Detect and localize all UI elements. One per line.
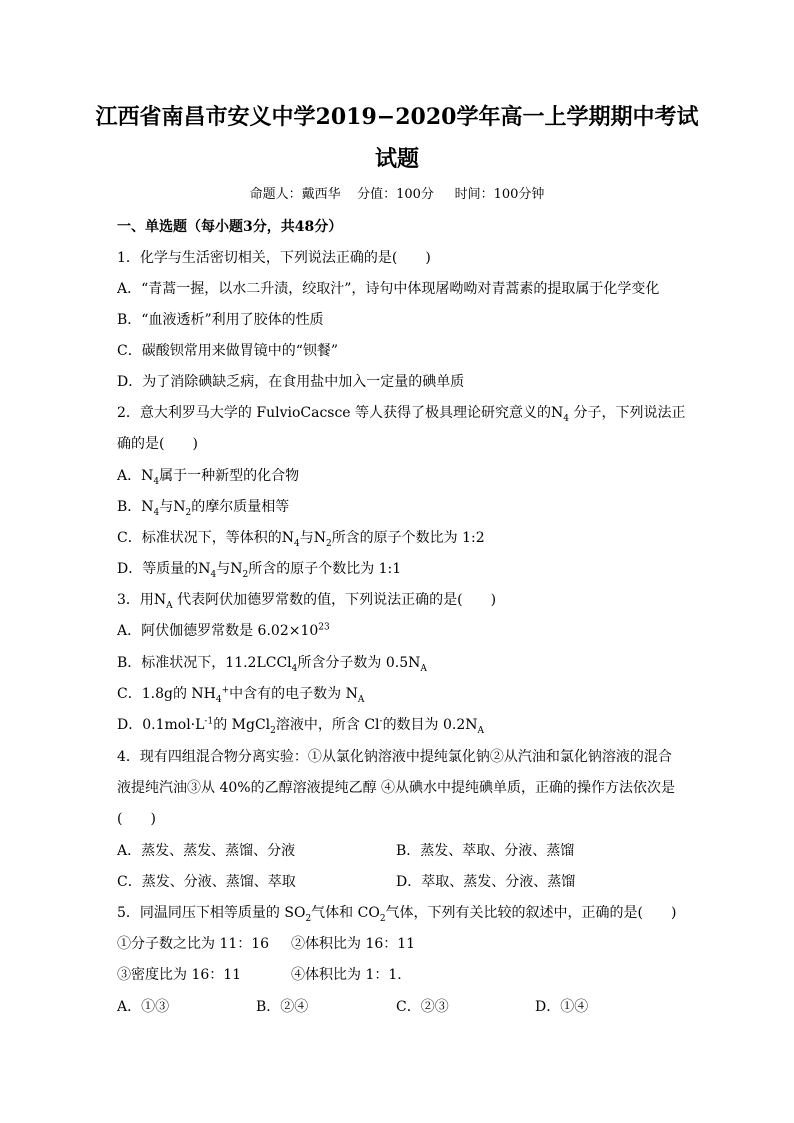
q4-option-d: D．萃取、蒸发、分液、蒸馏 <box>396 874 576 890</box>
q1-option-c: C．碳酸钡常用来做胃镜中的“钡餐” <box>117 343 339 359</box>
q5-option-a: A．①③ <box>117 999 170 1015</box>
q5-option-b: B．②④ <box>256 999 309 1015</box>
q4-stem-line3: ( ) <box>117 811 156 827</box>
q2-stem-cont: 确的是( ) <box>117 436 198 452</box>
q3-option-a: A．阿伏伽德罗常数是 $6.02\times 10^{23}$ <box>117 622 330 639</box>
q2-stem: 2．意大利罗马大学的 FulvioCacsce 等人获得了极具理论研究意义的$N_4$ 分子，下列说法正 <box>117 405 686 424</box>
q2-option-c: C．标准状况下，等体积的$N_4$与$N_2$所含的原子个数比为 1:2 <box>117 530 485 549</box>
exam-title-line2: 试题 <box>374 146 419 172</box>
q1-stem: 1．化学与生活密切相关，下列说法正确的是( ) <box>117 250 431 266</box>
exam-title-line1: 江西省南昌市安义中学2019−2020学年高一上学期期中考试 <box>95 104 699 130</box>
q3-stem: 3．用$N_A$ 代表阿伏加德罗常数的值，下列说法正确的是( ) <box>117 592 497 611</box>
q4-option-a: A．蒸发、蒸发、蒸馏、分液 <box>117 843 296 859</box>
q4-option-c: C．蒸发、分液、蒸馏、萃取 <box>117 874 296 890</box>
q5-statement-2: ②体积比为 16：11 <box>291 936 416 952</box>
q5-statement-1: ①分子数之比为 11：16 <box>117 936 270 952</box>
q4-stem-line2: 液提纯汽油③从 40%的乙醇溶液提纯乙醇 ④从碘水中提纯碘单质，正确的操作方法依次是 <box>117 780 676 796</box>
q3-option-d: D．$0.1mol\cdot L^{-1}$的 MgCl$_2$溶液中，所含 Cl-的数目为 $0.2N_A$ <box>117 716 485 736</box>
q5-option-c: C．②③ <box>396 999 449 1015</box>
q5-statement-4: ④体积比为 1：1. <box>291 967 402 983</box>
q5-statement-3: ③密度比为 16：11 <box>117 967 242 983</box>
q4-option-b: B．蒸发、萃取、分液、蒸馏 <box>396 843 575 859</box>
q2-option-a: A．$N_4$属于一种新型的化合物 <box>117 468 300 487</box>
q5-stem: 5．同温同压下相等质量的 $SO_2$气体和 $CO_2$气体，下列有关比较的叙述中，正确的是( ) <box>117 905 677 924</box>
q1-option-d: D．为了消除碘缺乏病，在食用盐中加入一定量的碘单质 <box>117 374 465 390</box>
q3-option-c: C．1.8g的 $NH_4^+$中含有的电子数为 $N_A$ <box>117 685 365 705</box>
q2-option-b: B．$N_4$与$N_2$的摩尔质量相等 <box>117 499 290 518</box>
exam-info: 命题人：戴西华 分值：100分 时间：100分钟 <box>249 187 545 202</box>
q4-stem-line1: 4．现有四组混合物分离实验：①从氯化钠溶液中提纯氯化钠②从汽油和氯化钠溶液的混合 <box>117 749 672 765</box>
q2-option-d: D．等质量的$N_4$与$N_2$所含的原子个数比为 1:1 <box>117 561 402 580</box>
q5-option-d: D．①④ <box>535 999 589 1015</box>
q1-option-b: B．“血液透析”利用了胶体的性质 <box>117 312 324 328</box>
section-heading: 一、单选题（每小题3分，共48分） <box>117 219 343 235</box>
q1-option-a: A．“青蒿一握，以水二升渍，绞取汁”，诗句中体现屠呦呦对青蒿素的提取属于化学变化 <box>117 281 660 297</box>
q3-option-b: B．标准状况下，11.2LCCl$_4$所含分子数为 $0.5N_A$ <box>117 655 427 674</box>
